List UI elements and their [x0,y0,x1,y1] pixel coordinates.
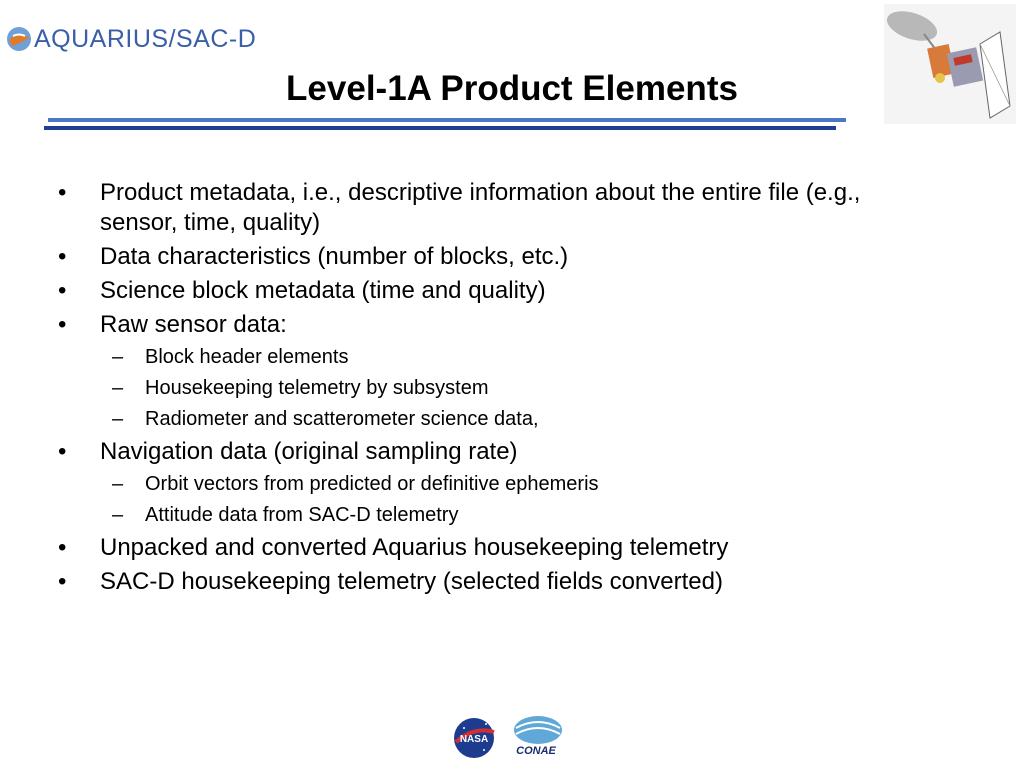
sub-bullet-item [0,502,1024,528]
bullet-item [0,533,1024,563]
satellite-image [884,4,1016,124]
bullet-item [0,437,1024,467]
bullet-marker: • [58,179,67,206]
sub-bullet-text: Housekeeping telemetry by subsystem [145,377,489,399]
sub-bullet-item [0,406,1024,432]
bullet-text: Science block metadata (time and quality) [100,277,546,304]
aquarius-swirl-icon [4,24,34,54]
title-rule-light [48,118,846,122]
bullet-item [0,178,1024,238]
page-title: Level-1A Product Elements [286,69,738,108]
sub-bullet-marker: – [112,346,124,368]
bullet-item [0,310,1024,340]
bullet-marker: • [58,438,67,465]
bullet-marker: • [58,243,67,270]
sub-bullet-marker: – [112,408,124,430]
bullet-text: Data characteristics (number of blocks, etc.) [100,243,569,270]
bullet-marker: • [58,277,67,304]
footer-logos [452,712,582,764]
bullet-text: Navigation data (original sampling rate) [100,438,518,465]
sub-bullet-marker: – [112,504,124,526]
bullet-text: SAC-D housekeeping telemetry (selected fields converted) [100,568,723,595]
sub-bullet-text: Radiometer and scatterometer science data, [145,408,539,430]
sub-bullet-item [0,375,1024,401]
bullet-text: Unpacked and converted Aquarius housekeeping telemetry [100,534,729,561]
title-rule-dark [44,126,836,130]
conae-label: CONAE [516,745,556,757]
bullet-marker: • [58,534,67,561]
sub-bullet-item [0,344,1024,370]
logo-text: AQUARIUS/SAC-D [34,24,257,53]
bullet-text: Product metadata, i.e., descriptive information about the entire file (e.g., sensor, time, quality) [100,179,861,236]
bullet-list [0,178,1024,601]
bullet-item [0,242,1024,272]
sub-bullet-text: Block header elements [145,346,349,368]
bullet-text: Raw sensor data: [100,311,287,338]
bullet-item [0,567,1024,597]
sub-bullet-text: Orbit vectors from predicted or definitive ephemeris [145,473,599,495]
sub-bullet-marker: – [112,377,124,399]
sub-bullet-item [0,471,1024,497]
sub-bullet-text: Attitude data from SAC-D telemetry [145,504,459,526]
conae-logo-icon [514,716,562,744]
bullet-marker: • [58,568,67,595]
sub-bullet-marker: – [112,473,124,495]
aquarius-sacd-logo [4,22,256,56]
bullet-item [0,276,1024,306]
nasa-label: NASA [459,734,489,745]
bullet-marker: • [58,311,67,338]
